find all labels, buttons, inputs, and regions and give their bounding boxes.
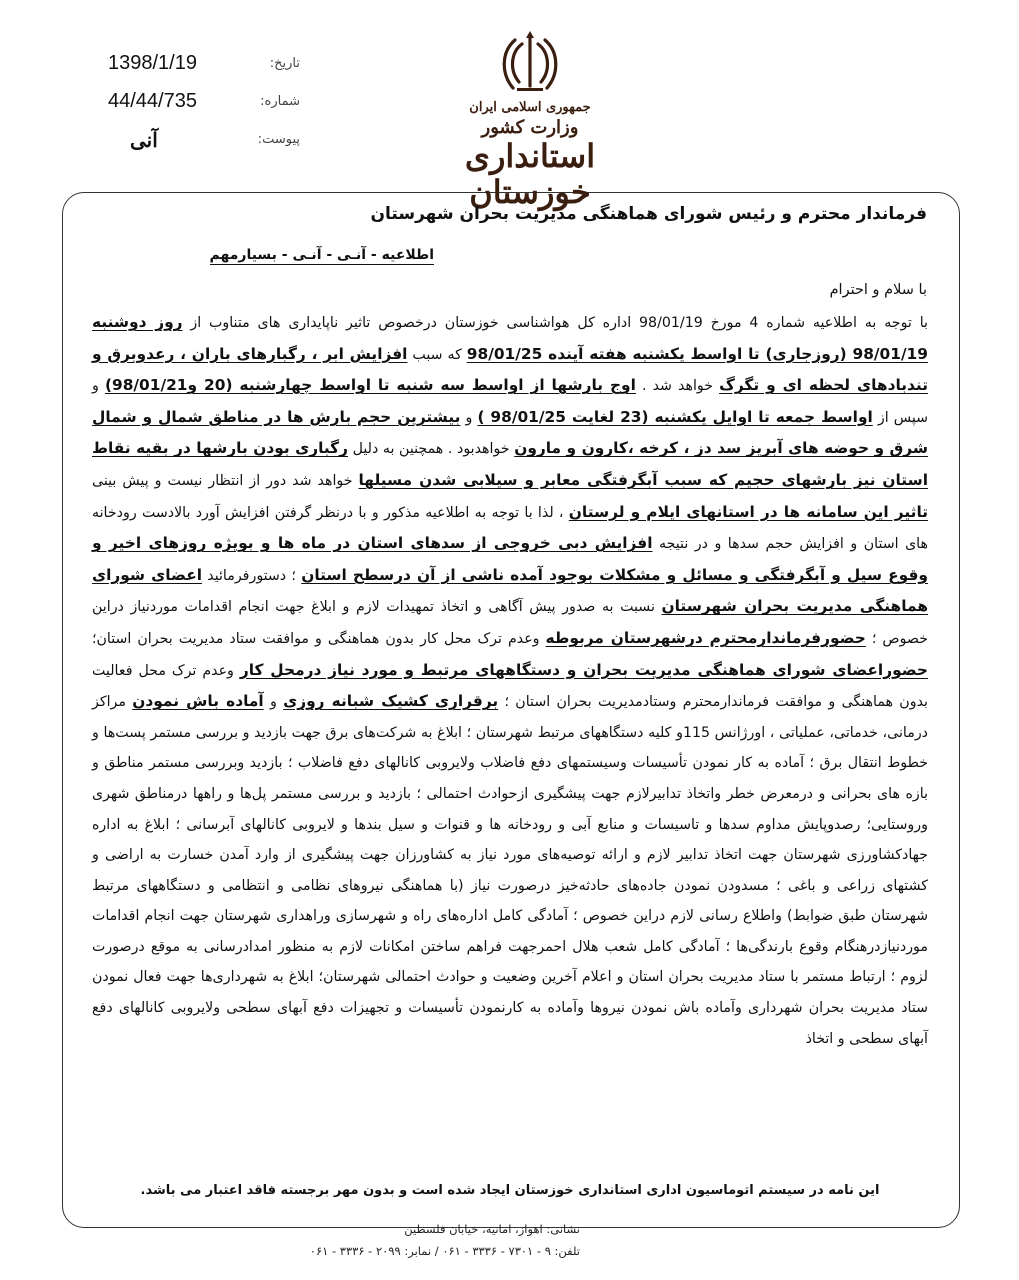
highlighted-phrase: روز دوشنبه 98/01/19 (روزجاری) تا اواسط یکشنبه هفته آینده 98/01/25 [92,313,928,363]
highlighted-phrase: حضوراعضای شورای هماهنگی مدیریت بحران و دستگاههای مرتبط و مورد نیاز درمحل کار [239,660,928,679]
letter-metadata [100,52,300,166]
highlighted-phrase: افزایش ابر ، رگبارهای باران ، رعدوبرق و تندبادهای لحظه ای و تگرگ [92,344,928,395]
phone-fax-line: تلفن: ۹ - ۷۳۰۱ - ۳۳۳۶ - ۰۶۱ / نمابر: ۲۰۹۹ - ۳۳۳۶ - ۰۶۱ [309,1244,580,1258]
date-row [100,52,300,90]
body-text: خواهدبود . همچنین به دلیل [347,441,515,458]
highlighted-phrase: افزایش دبی خروجی از سدهای استان در ماه ها و بویژه روزهای اخیر و وقوع سیل و آبگرفتگی و مسائل و مشکلات بوجود آمده ناشی از آن درسطح استان [92,534,928,584]
highlighted-phrase: تاثیر این سامانه ها در استانهای ایلام و لرستان [568,502,928,521]
body-text: خواهد شد دور از انتظار نیست و پیش بینی [92,472,359,489]
highlighted-phrase: اواسط جمعه تا اوایل یکشنبه (23 لغایت 98/01/25 ) [477,407,873,426]
body-text: وعدم ترک محل کار بدون هماهنگی و موافقت ستاد مدیریت بحران استان؛ [92,630,546,647]
highlighted-phrase: آماده باش نمودن [132,692,264,711]
number-value: 44/44/735 [108,90,197,112]
announcement-title: اطلاعیه - آنـی - آنـی - بسیارمهم [209,247,434,263]
body-text: ؛ دستورفرمائید [201,567,302,584]
body-text: مراکز درمانی، خدماتی، عملیاتی ، اورژانس 115و کلیه دستگاههای مرتبط شهرستان ؛ ابلاغ به شرکت‌های برق جهت بازدید و بررسی مستمر پست‌ها و خطوط انتقال برق ؛ آماده به کار نمودن تأسیسات وسیستمهای دفع فاضلاب ولایروبی کانالهای دفع فاضلاب ؛ بازدید وبررسی مستمر مناطق و بازه های بحرانی و درمعرض خطر واتخاذ تدابیرلازم جهت پیشگیری ازحوادث احتمالی ؛ بازدید و بررسی مستمر پل‌ها و راهها درمناطق شهری وروستایی؛ رصدوپایش مداوم سدها و تاسیسات و منابع آبی و رودخانه ها و قنوات و سیل بندها و لایروبی کانالهای آبرسانی ؛ ابلاغ به اداره جهادکشاورزی شهرستان جهت اتخاذ تدابیر لازم و ارائه توصیه‌های مورد نیاز به کشاورزان جهت پیشگیری از وارد آمدن خسارت به اراضی و کشتهای زراعی و باغی ؛ مسدودن نمودن جاده‌های حادثه‌خیز درصورت نیاز (با هماهنگی نیروهای نظامی و انتظامی و دستگاههای مرتبط شهرستان طبق ضوابط) واطلاع رسانی لازم دراین خصوص ؛ آمادگی کامل اداره‌های راه و شهرسازی وراهداری شهرستان جهت انجام اقدامات موردنیازدرهنگام وقوع بارندگی‌ها ؛ آمادگی کامل شعب هلال احمرجهت فراهم ساختن امکانات لازم به منظور امدادرسانی به موقع درصورت لزوم ؛ ارتباط مستمر با ستاد مدیریت بحران استان و اعلام آخرین وضعیت و حوادث احتمالی شهرستان؛ ابلاغ به شهرداری‌ها جهت فعال نمودن ستاد مدیریت بحران شهرداری وآماده باش نمودن نیروها وآماده به کارنمودن تأسیسات و تجهیزات دفع آبهای سطحی ولایروبی کانالهای دفع آبهای سطحی و اتخاذ [92,694,928,1047]
highlighted-phrase: حضورفرماندارمحترم درشهرستان مربوطه [545,628,866,647]
contact-address [100,1218,580,1262]
body-text: و [263,694,284,711]
highlighted-phrase: اعضای شورای هماهنگی مدیریت بحران شهرستان [92,565,928,616]
letterhead-emblem [420,28,640,211]
highlighted-phrase: بیشترین حجم بارش ها در مناطق شمال و شمال شرق و حوضه های آبریز سد دز ، کرخه ،کارون و مارون [92,407,929,458]
validity-note: این نامه در سیستم اتوماسیون اداری استانداری خوزستان ایجاد شده است و بدون مهر برجسته فاقد اعتبار می باشد. [140,1183,880,1198]
body-text: نسبت به صدور پیش آگاهی و اتخاذ تمهیدات لازم و ابلاغ جهت انجام اقدامات موردنیاز دراین خصوص ؛ [92,599,928,647]
body-text: و [460,409,478,426]
date-label: تاریخ: [269,56,300,71]
body-text: که سبب [407,346,467,363]
emblem-country-text: جمهوری اسلامی ایران [469,100,591,115]
emblem-ministry-text: وزارت کشور [481,117,579,138]
highlighted-phrase: برقراری کشیک شبانه روزی [283,692,499,711]
highlighted-phrase: اوج بارشها از اواسط سه شنبه تا اواسط چهارشنبه (20 و98/01/21) [104,376,636,395]
date-value: 1398/1/19 [108,52,197,74]
salutation: با سلام و احترام [829,282,927,298]
emblem-province-office-text: استانداری خوزستان [464,137,596,211]
attachment-row [100,128,300,166]
body-text: وعدم ترک محل فعالیت بدون هماهنگی و موافقت فرماندارمحترم وستادمدیریت بحران استان ؛ [92,662,928,711]
attachment-label: پیوست: [257,132,300,147]
number-row [100,90,300,128]
body-text: با توجه به اطلاعیه شماره 4 مورخ 98/01/19 اداره کل هواشناسی خوزستان درخصوص تاثیر ناپایداری های متناوب از [182,315,928,331]
highlighted-phrase: رگباری بودن بارشها در بقیه نقاط استان نیز بارشهای حجیم که سبب آبگرفتگی معابر و سیلابی شدن مسیلها [92,439,929,489]
address-line: نشانی: اهواز، امانیه، خیابان فلسطین [404,1222,580,1236]
body-text: و سپس از [92,378,928,426]
addressee-line: فرماندار محترم و رئیس شورای هماهنگی مدیریت بحران شهرستان [370,204,927,224]
body-text: ، لذا با توجه به اطلاعیه مذکور و با درنظر گرفتن افزایش آورد بالادست رودخانه های استان و افزایش حجم سدها و در نتیجه [92,504,928,553]
attachment-value: آنی [130,130,158,152]
number-label: شماره: [260,94,300,109]
letter-body [92,307,928,1054]
iran-emblem-icon [495,28,565,98]
body-text: خواهد شد . [635,378,720,395]
